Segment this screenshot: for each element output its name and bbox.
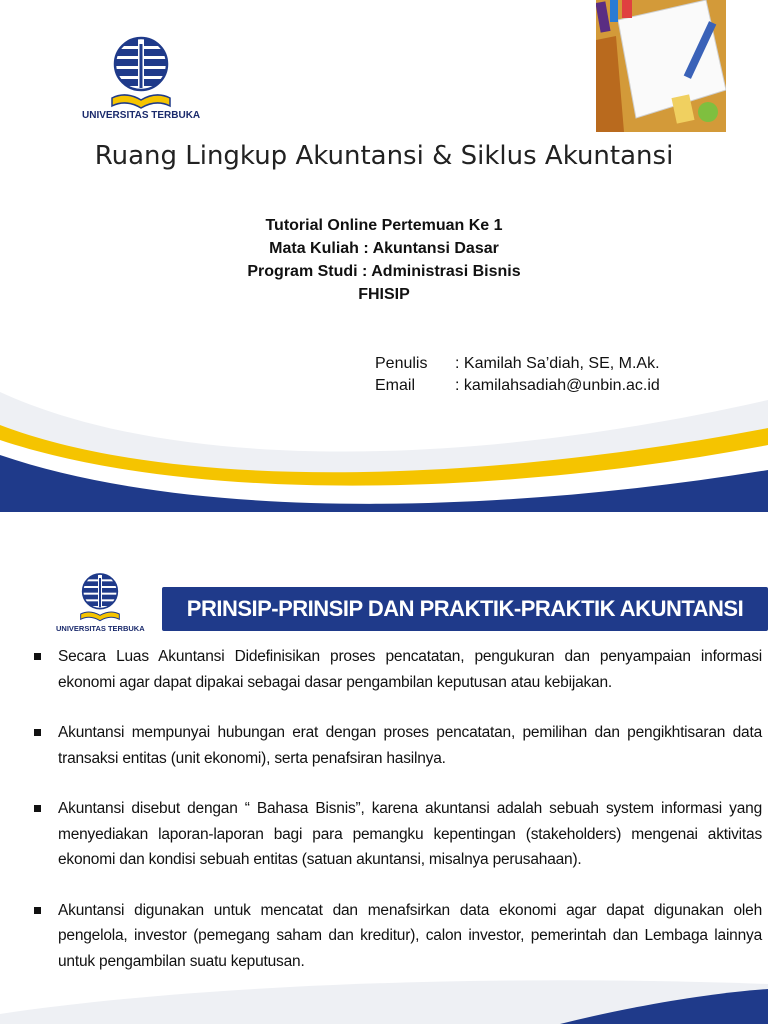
author-row: [375, 353, 660, 375]
faculty-line: FHISIP: [358, 286, 410, 303]
stationery-photo: [596, 0, 726, 132]
email-value[interactable]: : kamilahsadiah@unbin.ac.id: [455, 377, 660, 394]
slide-content: [0, 544, 768, 1024]
author-info: [375, 353, 660, 397]
section-heading: PRINSIP-PRINSIP DAN PRAKTIK-PRAKTIK AKUNTANSI: [186, 596, 744, 621]
list-item: [34, 720, 762, 771]
bullet-list: [34, 644, 762, 999]
author-label: Penulis: [375, 355, 428, 372]
tutorial-line: Tutorial Online Pertemuan Ke 1: [265, 217, 503, 234]
slide-separator: [0, 512, 768, 544]
author-value: : Kamilah Sa’diah, SE, M.Ak.: [455, 355, 660, 372]
list-item: [34, 796, 762, 873]
list-item-text: Akuntansi mempunyai hubungan erat dengan proses pencatatan, pemilihan dan pengikhtisaran data transaksi entitas (unit ekonomi), serta penafsiran hasilnya.: [58, 724, 762, 767]
bullet-square-icon: [34, 729, 41, 736]
course-line: Mata Kuliah : Akuntansi Dasar: [269, 240, 499, 257]
email-label: Email: [375, 377, 416, 394]
bullet-square-icon: [34, 653, 41, 660]
section-heading-banner: [162, 587, 768, 631]
university-logo-icon: [108, 36, 174, 112]
bullet-square-icon: [34, 907, 41, 914]
university-logo-icon: [78, 572, 122, 624]
program-line: Program Studi : Administrasi Bisnis: [247, 263, 521, 280]
list-item: [34, 898, 762, 975]
logo-caption: UNIVERSITAS TERBUKA: [56, 624, 145, 633]
bullet-square-icon: [34, 805, 41, 812]
slide-title-text: Ruang Lingkup Akuntansi & Siklus Akuntansi: [94, 141, 674, 171]
email-row: [375, 375, 660, 397]
logo-caption: UNIVERSITAS TERBUKA: [82, 110, 201, 121]
list-item-text: Secara Luas Akuntansi Didefinisikan proses pencatatan, pengukuran dan penyampaian informasi ekonomi agar dapat dipakai sebagai dasar pengambilan keputusan atau kebijakan.: [58, 648, 762, 691]
list-item-text: Akuntansi disebut dengan “ Bahasa Bisnis”, karena akuntansi adalah sebuah system informasi yang menyediakan laporan-laporan bagi para pemangku kepentingan (stakeholders) mengenai aktivitas ekonomi dan kondisi sebuah entitas (satuan akuntansi, misalnya perusahaan).: [58, 800, 762, 868]
course-info-block: [150, 214, 618, 306]
list-item-text: Akuntansi digunakan untuk mencatat dan menafsirkan data ekonomi agar dapat digunakan oleh pengelola, investor (pemegang saham dan kreditur), calon investor, pemerintah dan Lembaga lainnya untuk pengambilan suatu keputusan.: [58, 901, 762, 970]
list-item: [34, 644, 762, 695]
